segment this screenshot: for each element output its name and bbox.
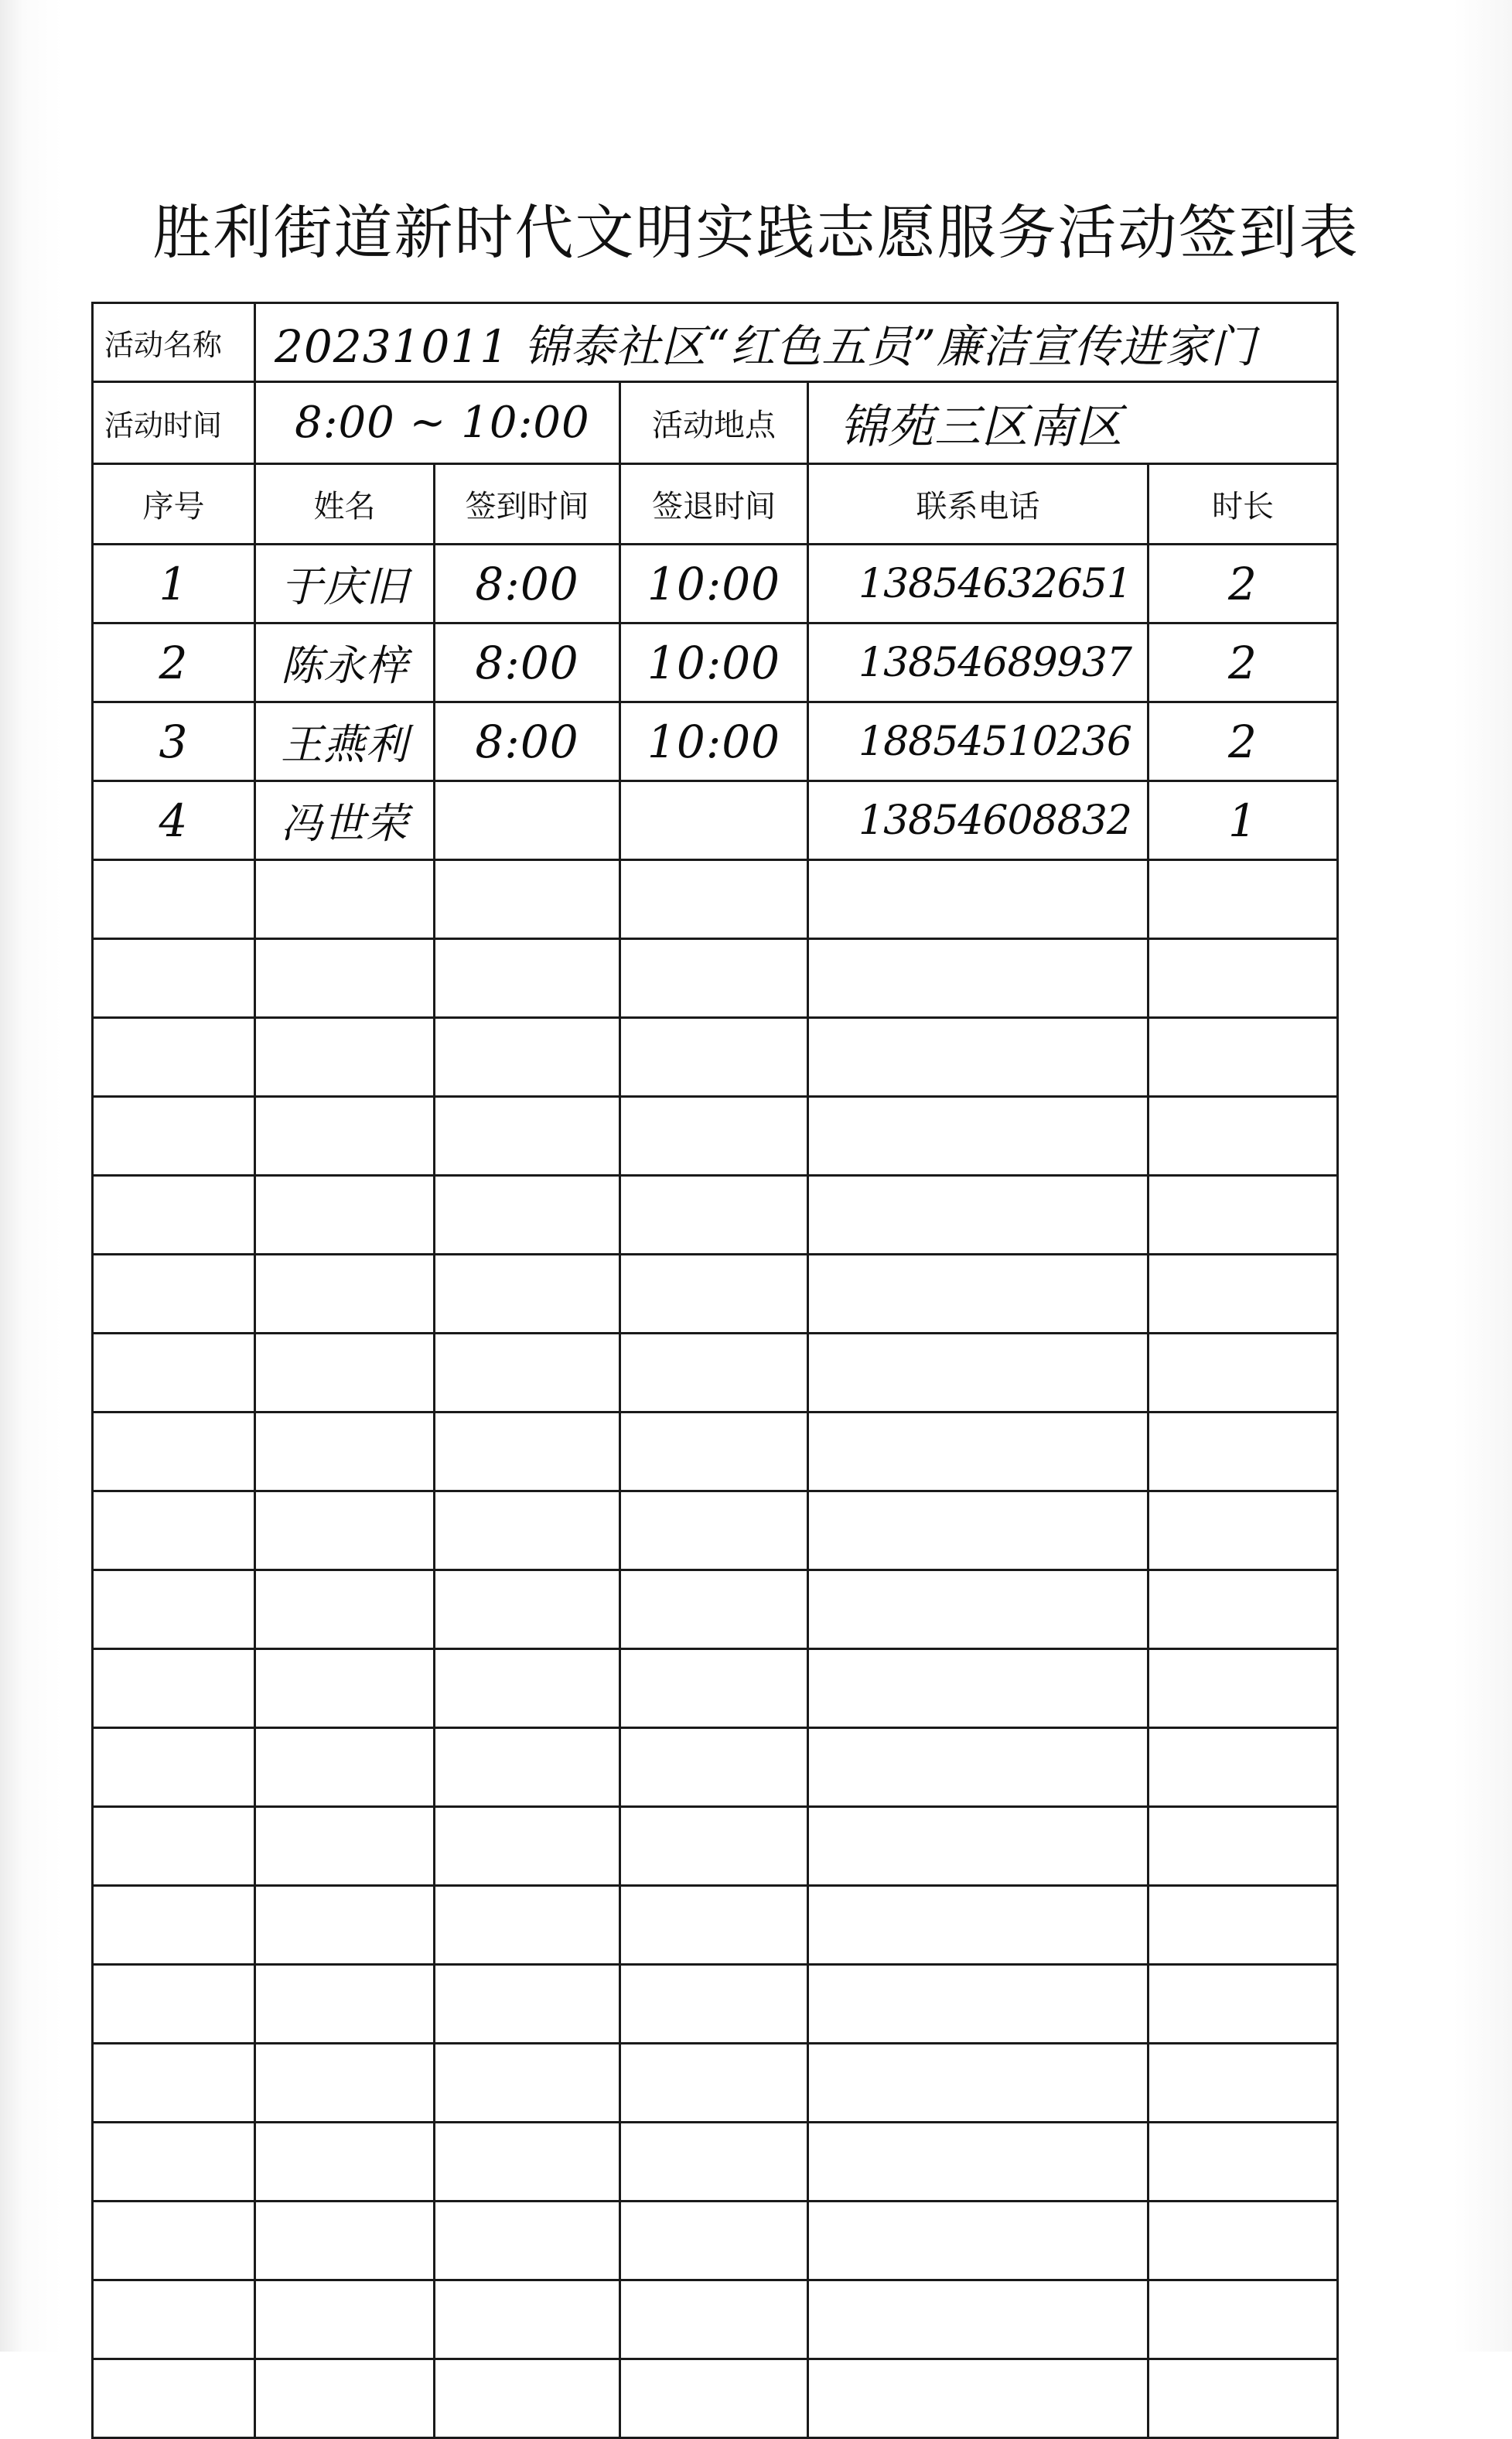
empty-cell bbox=[620, 1255, 808, 1334]
empty-cell bbox=[620, 1334, 808, 1413]
empty-table-row bbox=[93, 2359, 1338, 2438]
empty-cell bbox=[93, 2044, 255, 2123]
empty-cell bbox=[1149, 1491, 1338, 1570]
empty-cell bbox=[255, 1176, 435, 1255]
empty-cell bbox=[435, 2044, 620, 2123]
empty-cell bbox=[1149, 1018, 1338, 1097]
empty-cell bbox=[1149, 1176, 1338, 1255]
row-phone: 13854689937 bbox=[808, 623, 1149, 702]
empty-cell bbox=[808, 1255, 1149, 1334]
empty-cell bbox=[1149, 860, 1338, 939]
empty-cell bbox=[93, 1255, 255, 1334]
empty-cell bbox=[93, 1018, 255, 1097]
empty-cell bbox=[808, 860, 1149, 939]
empty-table-row bbox=[93, 2280, 1338, 2359]
empty-cell bbox=[1149, 1807, 1338, 1886]
row-number: 4 bbox=[93, 781, 255, 860]
empty-cell bbox=[1149, 1570, 1338, 1649]
empty-cell bbox=[808, 2123, 1149, 2202]
empty-cell bbox=[808, 1413, 1149, 1491]
empty-cell bbox=[255, 1807, 435, 1886]
empty-cell bbox=[808, 1570, 1149, 1649]
empty-cell bbox=[93, 1176, 255, 1255]
table-row bbox=[93, 623, 1338, 702]
column-header-sign-out: 签退时间 bbox=[620, 464, 808, 545]
empty-cell bbox=[808, 1334, 1149, 1413]
empty-cell bbox=[808, 1176, 1149, 1255]
empty-cell bbox=[620, 1413, 808, 1491]
row-number: 3 bbox=[93, 702, 255, 781]
empty-table-row bbox=[93, 1413, 1338, 1491]
empty-table-row bbox=[93, 1491, 1338, 1570]
row-number: 1 bbox=[93, 545, 255, 623]
empty-cell bbox=[620, 1649, 808, 1728]
empty-table-row bbox=[93, 1807, 1338, 1886]
empty-cell bbox=[1149, 1649, 1338, 1728]
empty-cell bbox=[620, 939, 808, 1018]
row-sign-out-time: 10:00 bbox=[620, 623, 808, 702]
empty-cell bbox=[93, 1965, 255, 2044]
column-header-no: 序号 bbox=[93, 464, 255, 545]
empty-cell bbox=[620, 1728, 808, 1807]
empty-cell bbox=[620, 2359, 808, 2438]
empty-cell bbox=[808, 1649, 1149, 1728]
empty-cell bbox=[808, 2044, 1149, 2123]
empty-table-row bbox=[93, 2123, 1338, 2202]
empty-cell bbox=[435, 1413, 620, 1491]
empty-cell bbox=[93, 2359, 255, 2438]
page-title: 胜利街道新时代文明实践志愿服务活动签到表 bbox=[152, 198, 1360, 267]
empty-cell bbox=[255, 1570, 435, 1649]
column-header-name: 姓名 bbox=[255, 464, 435, 545]
column-header-phone: 联系电话 bbox=[808, 464, 1149, 545]
empty-cell bbox=[1149, 2123, 1338, 2202]
activity-place-label: 活动地点 bbox=[620, 382, 808, 464]
activity-name-value: 20231011 锦泰社区“红色五员”廉洁宣传进家门 bbox=[255, 303, 1338, 382]
empty-cell bbox=[255, 2044, 435, 2123]
empty-table-row bbox=[93, 1097, 1338, 1176]
empty-cell bbox=[435, 2280, 620, 2359]
empty-cell bbox=[435, 939, 620, 1018]
column-header-row bbox=[93, 464, 1338, 545]
empty-cell bbox=[255, 2123, 435, 2202]
empty-cell bbox=[1149, 2359, 1338, 2438]
empty-cell bbox=[255, 2359, 435, 2438]
empty-cell bbox=[620, 1570, 808, 1649]
column-header-sign-in: 签到时间 bbox=[435, 464, 620, 545]
empty-cell bbox=[808, 1018, 1149, 1097]
empty-cell bbox=[93, 1097, 255, 1176]
empty-cell bbox=[620, 860, 808, 939]
empty-cell bbox=[255, 1255, 435, 1334]
empty-cell bbox=[620, 2044, 808, 2123]
empty-cell bbox=[255, 1097, 435, 1176]
row-name: 陈永梓 bbox=[255, 623, 435, 702]
empty-cell bbox=[93, 2202, 255, 2280]
empty-cell bbox=[435, 1965, 620, 2044]
empty-cell bbox=[255, 1018, 435, 1097]
empty-cell bbox=[93, 1491, 255, 1570]
empty-cell bbox=[255, 860, 435, 939]
empty-cell bbox=[620, 1176, 808, 1255]
empty-cell bbox=[620, 1018, 808, 1097]
empty-cell bbox=[808, 1728, 1149, 1807]
empty-cell bbox=[93, 939, 255, 1018]
row-sign-out-time: 10:00 bbox=[620, 702, 808, 781]
empty-cell bbox=[435, 1649, 620, 1728]
empty-cell bbox=[435, 1176, 620, 1255]
empty-cell bbox=[1149, 1728, 1338, 1807]
empty-table-row bbox=[93, 2202, 1338, 2280]
empty-cell bbox=[255, 1649, 435, 1728]
empty-cell bbox=[93, 860, 255, 939]
empty-cell bbox=[255, 1413, 435, 1491]
empty-cell bbox=[435, 1807, 620, 1886]
empty-cell bbox=[808, 2280, 1149, 2359]
row-sign-in-time: 8:00 bbox=[435, 623, 620, 702]
empty-cell bbox=[435, 1491, 620, 1570]
table-row bbox=[93, 545, 1338, 623]
empty-cell bbox=[620, 1886, 808, 1965]
row-phone: 18854510236 bbox=[808, 702, 1149, 781]
column-header-hours: 时长 bbox=[1149, 464, 1338, 545]
empty-cell bbox=[808, 1886, 1149, 1965]
empty-table-row bbox=[93, 1176, 1338, 1255]
table-row bbox=[93, 781, 1338, 860]
empty-cell bbox=[93, 1570, 255, 1649]
empty-cell bbox=[620, 1965, 808, 2044]
empty-cell bbox=[93, 2280, 255, 2359]
empty-cell bbox=[435, 1886, 620, 1965]
sign-in-table bbox=[91, 302, 1339, 2439]
empty-cell bbox=[1149, 1334, 1338, 1413]
row-sign-out-time bbox=[620, 781, 808, 860]
empty-table-row bbox=[93, 1965, 1338, 2044]
empty-cell bbox=[808, 2359, 1149, 2438]
row-hours: 2 bbox=[1149, 545, 1338, 623]
empty-cell bbox=[435, 1018, 620, 1097]
empty-cell bbox=[435, 1570, 620, 1649]
empty-cell bbox=[808, 1965, 1149, 2044]
empty-cell bbox=[255, 1965, 435, 2044]
empty-cell bbox=[93, 1728, 255, 1807]
empty-table-row bbox=[93, 1649, 1338, 1728]
row-sign-in-time: 8:00 bbox=[435, 545, 620, 623]
empty-cell bbox=[1149, 1886, 1338, 1965]
row-hours: 2 bbox=[1149, 623, 1338, 702]
empty-cell bbox=[255, 2202, 435, 2280]
empty-cell bbox=[93, 1649, 255, 1728]
empty-cell bbox=[620, 2202, 808, 2280]
empty-table-row bbox=[93, 939, 1338, 1018]
empty-cell bbox=[435, 1255, 620, 1334]
row-phone: 13854608832 bbox=[808, 781, 1149, 860]
empty-cell bbox=[93, 1413, 255, 1491]
row-sign-in-time bbox=[435, 781, 620, 860]
empty-cell bbox=[1149, 2202, 1338, 2280]
empty-cell bbox=[435, 2123, 620, 2202]
empty-cell bbox=[620, 1097, 808, 1176]
row-hours: 1 bbox=[1149, 781, 1338, 860]
empty-table-row bbox=[93, 1728, 1338, 1807]
empty-cell bbox=[93, 1807, 255, 1886]
empty-cell bbox=[808, 1807, 1149, 1886]
empty-cell bbox=[255, 2280, 435, 2359]
empty-cell bbox=[255, 1334, 435, 1413]
empty-cell bbox=[1149, 1413, 1338, 1491]
row-phone: 13854632651 bbox=[808, 545, 1149, 623]
empty-cell bbox=[808, 1491, 1149, 1570]
empty-cell bbox=[255, 939, 435, 1018]
row-number: 2 bbox=[93, 623, 255, 702]
row-name: 冯世荣 bbox=[255, 781, 435, 860]
row-name: 于庆旧 bbox=[255, 545, 435, 623]
empty-cell bbox=[93, 1334, 255, 1413]
empty-cell bbox=[620, 2280, 808, 2359]
empty-cell bbox=[808, 1097, 1149, 1176]
empty-cell bbox=[1149, 1097, 1338, 1176]
empty-table-row bbox=[93, 1570, 1338, 1649]
empty-cell bbox=[435, 1334, 620, 1413]
empty-cell bbox=[435, 1728, 620, 1807]
empty-cell bbox=[808, 939, 1149, 1018]
empty-cell bbox=[1149, 1255, 1338, 1334]
empty-cell bbox=[255, 1886, 435, 1965]
empty-cell bbox=[435, 2359, 620, 2438]
activity-place-value: 锦苑三区南区 bbox=[808, 382, 1338, 464]
empty-table-row bbox=[93, 1334, 1338, 1413]
empty-cell bbox=[620, 1491, 808, 1570]
activity-time-value: 8:00 ~ 10:00 bbox=[255, 382, 620, 464]
empty-table-row bbox=[93, 2044, 1338, 2123]
empty-cell bbox=[93, 2123, 255, 2202]
row-hours: 2 bbox=[1149, 702, 1338, 781]
empty-cell bbox=[255, 1728, 435, 1807]
empty-cell bbox=[93, 1886, 255, 1965]
empty-table-row bbox=[93, 860, 1338, 939]
empty-table-row bbox=[93, 1886, 1338, 1965]
empty-cell bbox=[1149, 1965, 1338, 2044]
empty-cell bbox=[620, 2123, 808, 2202]
empty-cell bbox=[255, 1491, 435, 1570]
empty-cell bbox=[620, 1807, 808, 1886]
activity-name-label: 活动名称 bbox=[93, 303, 255, 382]
empty-cell bbox=[1149, 2280, 1338, 2359]
empty-cell bbox=[1149, 939, 1338, 1018]
empty-table-row bbox=[93, 1018, 1338, 1097]
empty-cell bbox=[435, 1097, 620, 1176]
empty-table-row bbox=[93, 1255, 1338, 1334]
empty-cell bbox=[435, 2202, 620, 2280]
activity-time-label: 活动时间 bbox=[93, 382, 255, 464]
row-name: 王燕利 bbox=[255, 702, 435, 781]
table-row bbox=[93, 702, 1338, 781]
empty-cell bbox=[1149, 2044, 1338, 2123]
row-sign-in-time: 8:00 bbox=[435, 702, 620, 781]
empty-cell bbox=[808, 2202, 1149, 2280]
empty-cell bbox=[435, 860, 620, 939]
row-sign-out-time: 10:00 bbox=[620, 545, 808, 623]
